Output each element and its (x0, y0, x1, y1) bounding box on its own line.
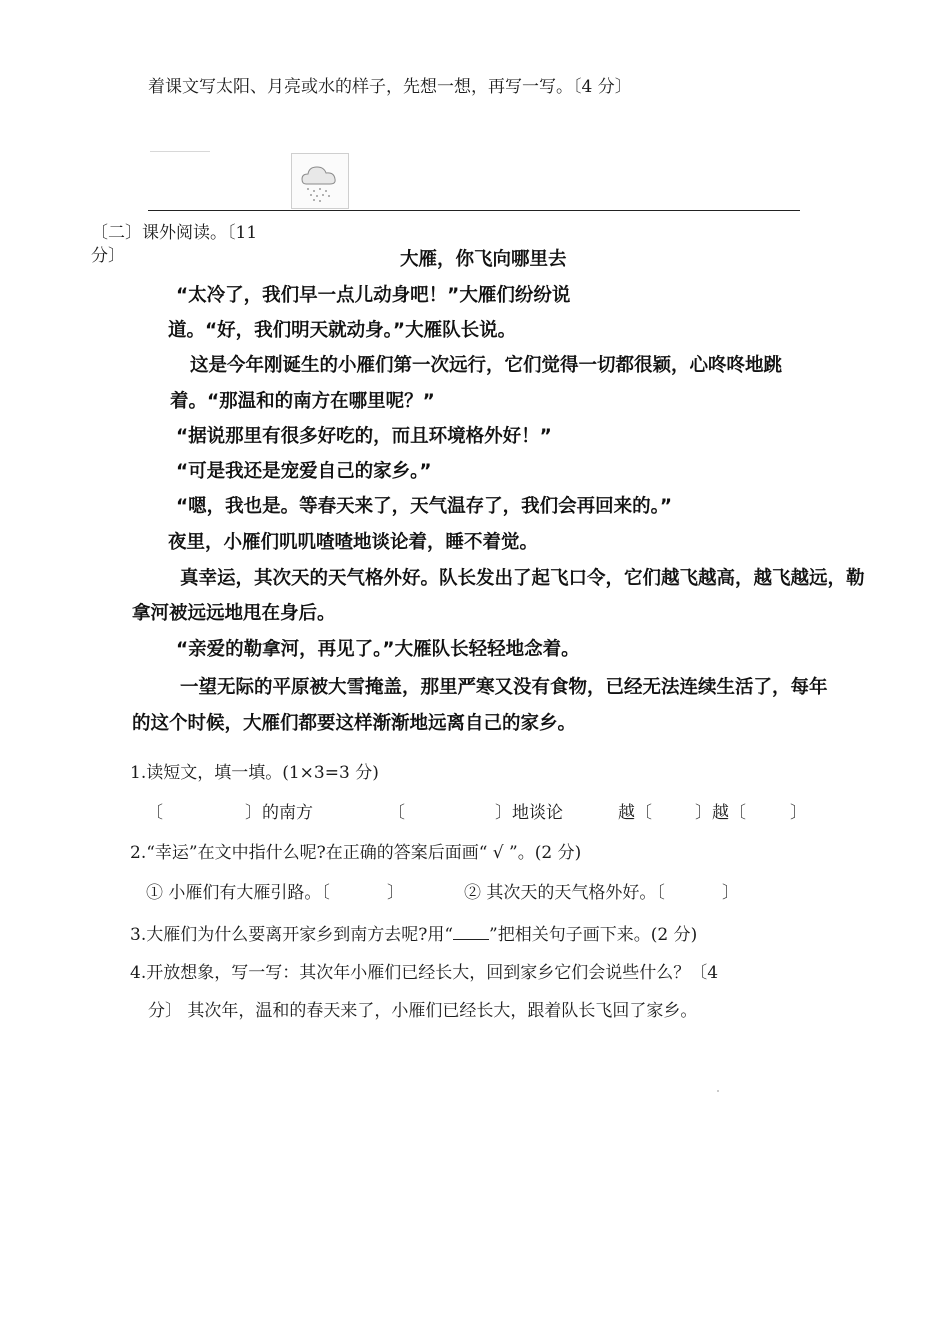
question-2-prompt: 2.“幸运”在文中指什么呢?在正确的答案后面画“ √ ”。(2 分) (130, 843, 582, 863)
question-1-prompt: 1.读短文，填一填。(1×3=3 分) (130, 763, 379, 783)
story-line: 夜里，小雁们叽叽喳喳地谈论着，睡不着觉。 (168, 532, 539, 553)
q1-blank-1-open[interactable]: 〔 (146, 803, 163, 823)
story-line: 真幸运，其次天的天气格外好。队长发出了起飞口令，它们越飞越高，越飞越远，勒 (180, 568, 865, 589)
rain-cloud-icon (292, 154, 348, 208)
q1-blank-2-open[interactable]: 〔 (388, 803, 405, 823)
story-line: “嗯，我也是。等春天来了，天气温存了，我们会再回来的。” (176, 496, 673, 517)
story-line: “可是我还是宠爱自己的家乡。” (176, 461, 432, 482)
q1-blank-1-close: 〕的南方 (245, 803, 313, 823)
q1-blank-3-open[interactable]: 越〔 (618, 803, 652, 823)
weather-image (291, 153, 349, 209)
q3-prompt-before: 3.大雁们为什么要离开家乡到南方去呢?用“ (130, 925, 454, 945)
q2-option-2[interactable]: ② 其次天的天气格外好。〔 (464, 883, 665, 903)
story-line: 的这个时候，大雁们都要这样渐渐地远离自己的家乡。 (132, 713, 577, 734)
q2-option-1[interactable]: ① 小雁们有大雁引路。〔 (146, 883, 330, 903)
writing-instruction: 着课文写太阳、月亮或水的样子，先想一想，再写一写。〔4 分〕 (148, 77, 632, 97)
story-line: 拿河被远远地甩在身后。 (132, 603, 336, 624)
question-3-prompt (130, 920, 697, 945)
q1-blank-3-end: 〕 (790, 803, 807, 823)
section-label-cont: 分〕 (91, 246, 125, 266)
story-line: 这是今年刚诞生的小雁们第一次远行，它们觉得一切都很颖，心咚咚地跳 (190, 355, 783, 376)
question-4-prompt: 4.开放想象，写一写：其次年小雁们已经长大，回到家乡它们会说些什么？〔4 (130, 963, 719, 983)
q3-prompt-after: ”把相关句子画下来。(2 分) (489, 925, 698, 945)
story-line: 道。“好，我们明天就动身。”大雁队长说。 (168, 320, 517, 341)
story-line: 一望无际的平原被大雪掩盖，那里严寒又没有食物，已经无法连续生活了，每年 (180, 677, 828, 698)
writing-line (148, 210, 800, 211)
faint-divider (150, 151, 210, 152)
question-4-continuation: 分〕 其次年，温和的春天来了，小雁们已经长大，跟着队长飞回了家乡。 (148, 1001, 698, 1021)
story-line: 着。“那温和的南方在哪里呢？” (170, 391, 435, 412)
q2-option-1-close: 〕 (387, 883, 404, 903)
story-line: “据说那里有很多好吃的，而且环境格外好！” (176, 426, 552, 447)
story-line: “太冷了，我们早一点儿动身吧！”大雁们纷纷说 (176, 285, 571, 306)
q2-option-2-close: 〕 (722, 883, 739, 903)
q3-underline-sample (453, 925, 489, 940)
story-title: 大雁，你飞向哪里去 (400, 249, 567, 270)
section-label: 〔二〕课外阅读。〔11 (91, 223, 258, 243)
q1-blank-3-mid[interactable]: 〕越〔 (695, 803, 746, 823)
q1-blank-2-close: 〕地谈论 (495, 803, 563, 823)
scan-speck (717, 1090, 719, 1092)
story-line: “亲爱的勒拿河，再见了。”大雁队长轻轻地念着。 (176, 639, 580, 660)
